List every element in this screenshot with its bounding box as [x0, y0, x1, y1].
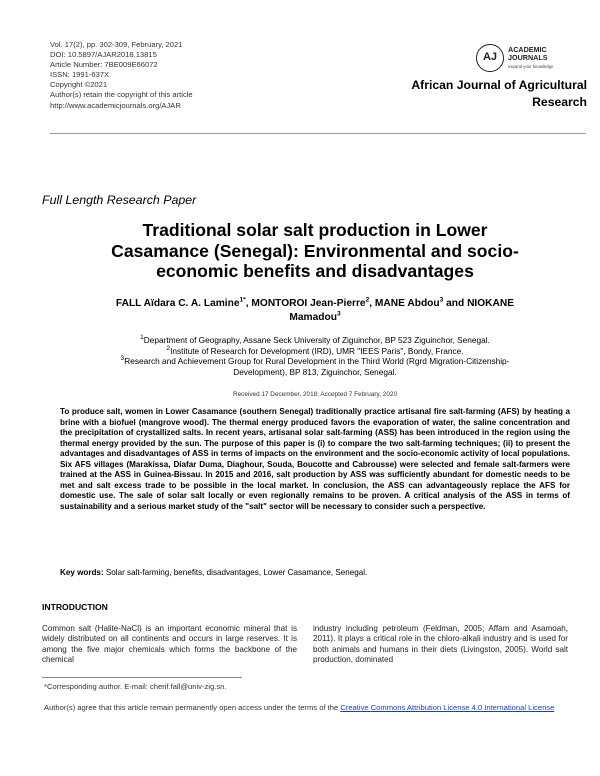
- paper-type: Full Length Research Paper: [42, 193, 197, 207]
- article-number: Article Number: 7BE009E66072: [50, 60, 158, 70]
- article-metadata: [50, 40, 193, 111]
- logo-tagline: expand your knowledge: [508, 64, 554, 69]
- author-niokane: and NIOKANE: [443, 298, 515, 309]
- abstract: To produce salt, women in Lower Casamance (southern Senegal) traditionally practice artisanal fire salt-farming (AFS) by heating a brine with a biofuel (mangrove wood). The thermal energy produced favors the evaporation of water, the saline concentration and the precipitation of crystallized salts. In recent years, artisanal solar salt-farming (ASS) has been introduced in the region using the thermal energy provided by the sun. The purpose of this paper is (i) to compare the two salt-farming techniques; (ii) to present the advantages and disadvantages of ASS in terms of impacts on the environment and the socio-economic activity of local populations. Six AFS villages (Marakissa, Diafar Duma, Diaghour, Souda, Boucotte and Cabrousse) were selected and female salt-farmers were trained at the ASS in Guinea-Bissau. In 2015 and 2016, salt production by ASS was sufficiently abundant for domestic needs to be met and salt excess trade to be possible in the local market. In conclusion, the ASS can advantageously replace the AFS for domestic use. The sale of solar salt locally or even regionally remains to be proven. A critical analysis of the ASS in terms of sustainability and a serious market study of the "salt" sector will be necessary to consider such a perspective.: [60, 407, 570, 511]
- keywords: Key words: Solar salt-farming, benefits, disadvantages, Lower Casamance, Senegal.: [60, 568, 368, 577]
- journal-url[interactable]: http://www.academicjournals.org/AJAR: [50, 100, 181, 110]
- author-list: FALL Aïdara C. A. Lamine$^{1*}$, MONTOROI Jean-Pierre$^2$, MANE Abdou$^3$ and NIOKANE Mamadou$^3$: [115, 296, 515, 323]
- logo-name: ACADEMIC JOURNALS: [508, 45, 548, 62]
- volume-info: Vol. 17(2), pp. 302-309, February, 2021: [50, 40, 183, 49]
- introduction-column-left: Common salt (Halite-NaCl) is an important economic mineral that is widely distributed on all continents and occurs in large reserves. It is among the five major chemicals which forms the backbone of the chemical: [42, 624, 297, 665]
- journal-name: African Journal of Agricultural Research: [411, 78, 587, 109]
- affiliation-2: $^2$Institute of Research for Development (IRD), UMR "IEES Paris", Bondy, France.: [166, 344, 464, 356]
- issn: ISSN: 1991-637X: [50, 70, 110, 80]
- introduction-heading: INTRODUCTION: [42, 602, 108, 612]
- received-dates: Received 17 December, 2018; Accepted 7 February, 2020: [232, 391, 397, 398]
- affiliation-3: $^3$Research and Achievement Group for Rural Development in the Third World (Rgrd Migration-Citizenship-: [120, 355, 510, 367]
- author-fall: FALL Aïdara C. A. Lamine: [115, 298, 240, 309]
- rights-statement: Author(s) retain the copyright of this article: [50, 90, 193, 100]
- affiliation-1: $^1$Department of Geography, Assane Seck University of Ziguinchor, BP 523 Ziguinchor, Senegal.: [140, 334, 490, 345]
- copyright: Copyright ©2021: [50, 80, 108, 90]
- header-divider: [50, 133, 586, 134]
- academic-journals-logo: [476, 44, 586, 78]
- paper-title: Traditional solar salt production in Lower Casamance (Senegal): Environmental and socio- economic benefits and disadvantages: [111, 220, 519, 281]
- corresponding-author: *Corresponding author. E-mail: cherif.fall@univ-zig.sn.: [44, 682, 227, 691]
- footnote-divider: [42, 677, 242, 678]
- license-link[interactable]: Creative Commons Attribution License 4.0 International License: [340, 703, 555, 712]
- author-montoroi: , MONTOROI Jean-Pierre: [245, 298, 366, 309]
- doi: DOI: 10.5897/AJAR2018.13815: [50, 50, 157, 60]
- license-notice: Author(s) agree that this article remain permanently open access under the terms of the Creative Commons Attribution License 4.0 International License: [44, 703, 555, 712]
- author-mane: , MANE Abdou: [369, 298, 440, 309]
- introduction-column-right: industry including petroleum (Feldman, 2005; Affam and Asamoah, 2011). It plays a critical role in the chloro-alkali industry and is used for both animals and humans in their diets (Livingston, 2005). World salt production, dominated: [313, 624, 568, 665]
- affiliations: $^1$Department of Geography, Assane Seck University of Ziguinchor, BP 523 Ziguinchor, Senegal. $^2$Institute of Research for Development (IRD), UMR "IEES Paris", Bondy, France. $^3$Research and Achievement Group for Rural Development in the Third World (Rgrd Migration-Citizenship- Development), BP 813, Ziguinchor, Senegal.: [60, 335, 570, 377]
- logo-mark: AJ: [476, 44, 504, 72]
